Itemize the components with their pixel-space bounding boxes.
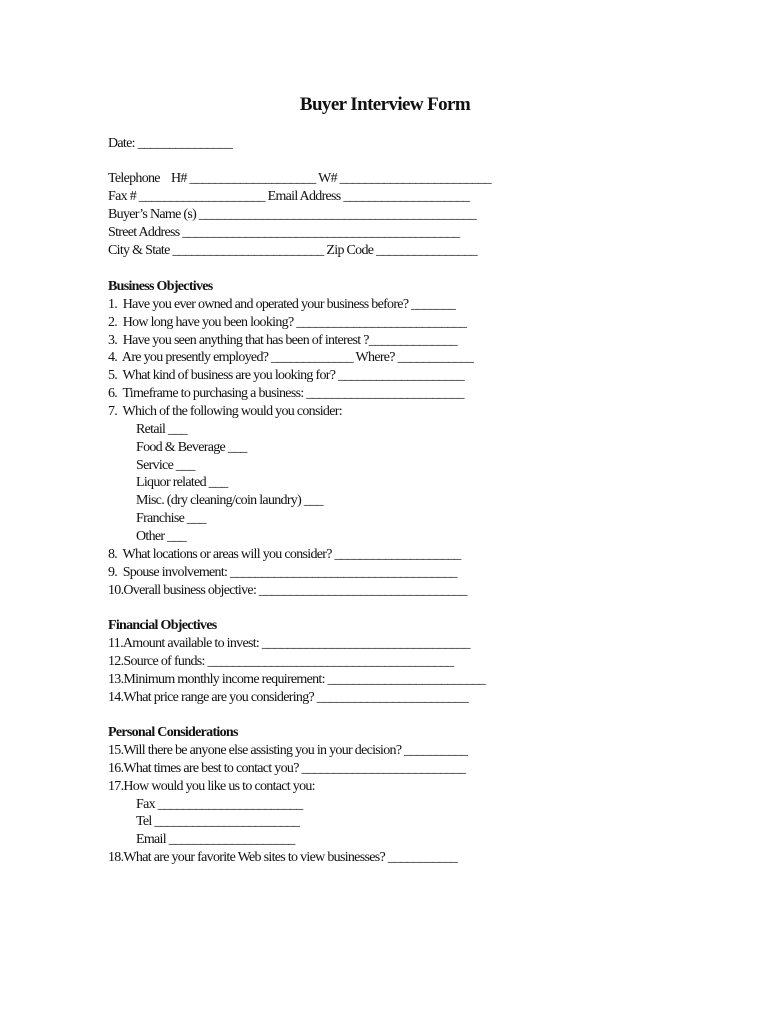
contact-fax-field[interactable]: Fax _______________________ [136,797,303,812]
date-field[interactable]: Date: _______________ [108,136,233,151]
option-other[interactable]: Other ___ [136,529,187,544]
business-objectives-heading: Business Objectives [108,279,213,294]
personal-considerations-heading: Personal Considerations [108,725,238,740]
question-17: 17.How would you like us to contact you: [108,779,315,794]
option-franchise[interactable]: Franchise ___ [136,511,206,526]
form-title: Buyer Interview Form [299,94,471,115]
option-liquor[interactable]: Liquor related ___ [136,475,228,490]
question-13[interactable]: 13.Minimum monthly income requirement: _________________________ [108,672,486,687]
question-18[interactable]: 18.What are your favorite Web sites to view businesses? ___________ [108,850,458,865]
question-3[interactable]: 3. Have you seen anything that has been of interest ?______________ [108,333,457,348]
fax-email-field[interactable]: Fax # ____________________ Email Address ____________________ [108,189,470,204]
question-5[interactable]: 5. What kind of business are you looking for? ____________________ [108,368,465,383]
question-14[interactable]: 14.What price range are you considering? ________________________ [108,690,469,705]
buyer-name-field[interactable]: Buyer’s Name (s) ____________________________________________ [108,207,477,222]
question-16[interactable]: 16.What times are best to contact you? __________________________ [108,761,466,776]
option-service[interactable]: Service ___ [136,458,195,473]
question-2[interactable]: 2. How long have you been looking? ___________________________ [108,315,467,330]
question-1[interactable]: 1. Have you ever owned and operated your business before? _______ [108,297,456,312]
option-food-beverage[interactable]: Food & Beverage ___ [136,440,247,455]
question-11[interactable]: 11.Amount available to invest: _________________________________ [108,636,470,651]
question-10[interactable]: 10.Overall business objective: _________________________________ [108,583,467,598]
city-zip-field[interactable]: City & State ________________________ Zip Code ________________ [108,243,477,258]
question-12[interactable]: 12.Source of funds: _______________________________________ [108,654,454,669]
contact-email-field[interactable]: Email ____________________ [136,832,295,847]
question-6[interactable]: 6. Timeframe to purchasing a business: _________________________ [108,386,464,401]
question-9[interactable]: 9. Spouse involvement: ____________________________________ [108,565,457,580]
question-8[interactable]: 8. What locations or areas will you consider? ____________________ [108,547,461,562]
question-4[interactable]: 4. Are you presently employed? _____________ Where? ____________ [108,350,474,365]
financial-objectives-heading: Financial Objectives [108,618,217,633]
street-address-field[interactable]: Street Address ____________________________________________ [108,225,460,240]
option-misc[interactable]: Misc. (dry cleaning/coin laundry) ___ [136,493,323,508]
telephone-field[interactable]: Telephone H# ____________________ W# ________________________ [108,171,491,186]
option-retail[interactable]: Retail ___ [136,422,187,437]
contact-tel-field[interactable]: Tel _______________________ [136,814,300,829]
question-7: 7. Which of the following would you consider: [108,404,342,419]
question-15[interactable]: 15.Will there be anyone else assisting you in your decision? __________ [108,743,468,758]
